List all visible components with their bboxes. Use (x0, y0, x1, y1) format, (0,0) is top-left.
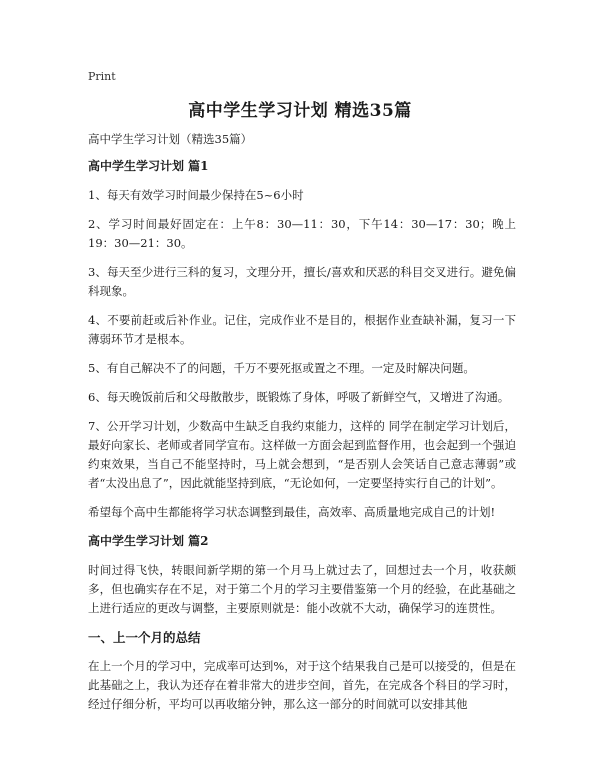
list-item: 1、每天有效学习时间最少保持在5~6小时 (88, 188, 304, 202)
section-2-intro: 时间过得飞快，转眼间新学期的第一个月马上就过去了，回想过去一个月，收获颇多，但也确实存在不足，对于第二个月的学习主要借鉴第一个月的经验，在此基础之上进行适应的更改与调整，主要原则就是：能小改就不大动，确保学习的连贯性。 (88, 563, 516, 615)
list-item: 6、每天晚饭前后和父母散散步，既锻炼了身体，呼吸了新鲜空气，又增进了沟通。 (88, 390, 510, 404)
section-heading-2: 高中学生学习计划 篇2 (88, 534, 209, 548)
list-item: 5、有自己解决不了的问题，千万不要死抠或置之不理。一定及时解决问题。 (88, 361, 475, 375)
subsection-heading: 一、上一个月的总结 (88, 630, 201, 645)
print-label[interactable]: Print (88, 70, 116, 83)
list-item: 2、学习时间最好固定在：上午8：30—11：30，下午14：30—17：30；晚上19：30—21：30。 (88, 217, 516, 250)
document-title: 高中学生学习计划 精选35篇 (188, 101, 412, 121)
list-item: 4、不要前赶或后补作业。记住，完成作业不是目的，根据作业查缺补漏，复习一下薄弱环节才是根本。 (88, 313, 516, 346)
subsection-text: 在上一个月的学习中，完成率可达到%，对于这个结果我自己是可以接受的，但是在此基础之上，我认为还存在着非常大的进步空间，首先，在完成各个科目的学习时，经过仔细分析，平均可以再收缩分钟，那么这一部分的时间就可以安排其他 (88, 659, 516, 711)
list-item: 3、每天至少进行三科的复习，文理分开，擅长/喜欢和厌恶的科目交叉进行。避免偏科现象。 (88, 265, 516, 298)
list-item: 7、公开学习计划，少数高中生缺乏自我约束能力，这样的 同学在制定学习计划后，最好向家长、老师或者同学宣布。这样做一方面会起到监督作用，也会起到一个强迫约束效果，当自己不能坚持时，马上就会想到，“是否别人会笑话自己意志薄弱”或者“太没出息了”，因此就能坚持到底，“无论如何，一定要坚持实行自己的计划”。 (88, 419, 516, 490)
closing-paragraph: 希望每个高中生都能将学习状态调整到最佳，高效率、高质量地完成自己的计划! (88, 505, 496, 519)
document-subtitle: 高中学生学习计划（精选35篇） (88, 132, 253, 146)
document-body (88, 130, 516, 724)
section-heading-1: 高中学生学习计划 篇1 (88, 159, 209, 173)
